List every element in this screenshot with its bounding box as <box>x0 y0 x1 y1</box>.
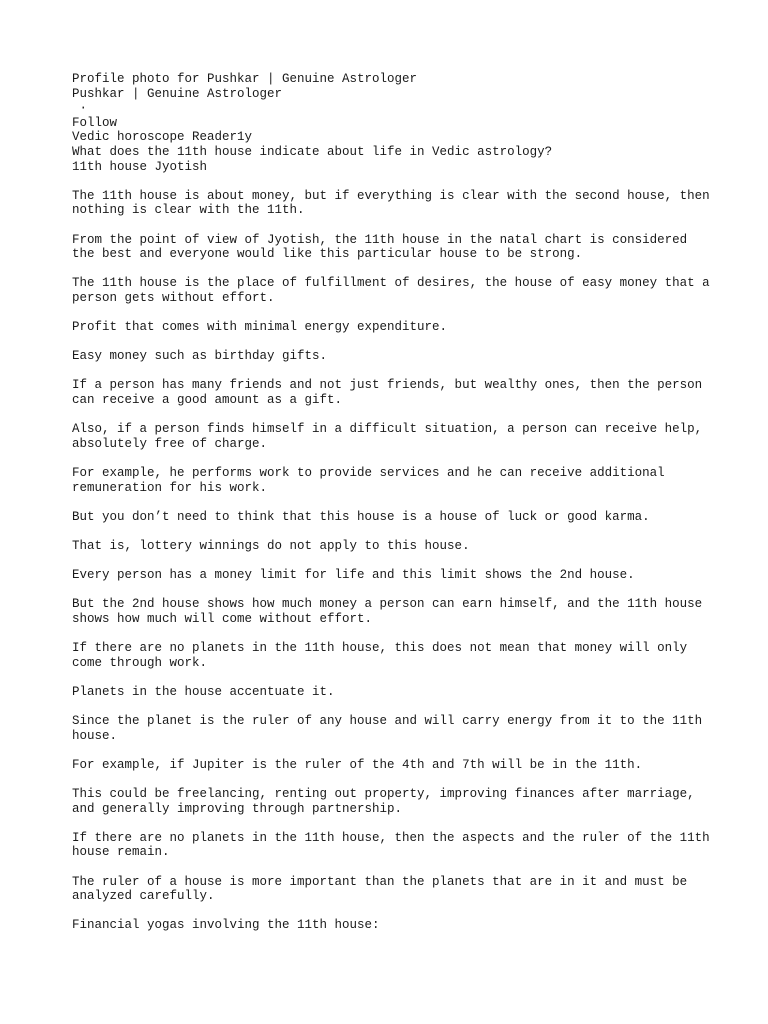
paragraph: Easy money such as birthday gifts. <box>72 349 328 364</box>
document-page <box>72 72 712 948</box>
answer-body <box>72 189 712 933</box>
paragraph: The 11th house is about money, but if everything is clear with the second house, then nothing is clear with the 11th. <box>72 188 710 218</box>
paragraph: But the 2nd house shows how much money a person can earn himself, and the 11th house shows how much will come without effort. <box>72 597 703 626</box>
paragraph: Since the planet is the ruler of any house and will carry energy from it to the 11th house. <box>72 714 703 743</box>
paragraph: If a person has many friends and not just friends, but wealthy ones, then the person can receive a good amount as a gift. <box>72 378 703 408</box>
profile-photo-alt-text[interactable]: Profile photo for Pushkar | Genuine Astrologer <box>72 72 418 86</box>
follow-button[interactable]: Follow <box>72 115 118 130</box>
paragraph: If there are no planets in the 11th house, then the aspects and the ruler of the 11th house remain. <box>72 830 710 860</box>
paragraph: For example, if Jupiter is the ruler of the 4th and 7th will be in the 11th. <box>72 757 643 772</box>
author-name-link[interactable]: Pushkar | Genuine Astrologer <box>72 86 283 101</box>
question-title[interactable]: What does the 11th house indicate about life in Vedic astrology? <box>72 144 553 159</box>
paragraph: Every person has a money limit for life and this limit shows the 2nd house. <box>72 568 635 583</box>
author-meta: Vedic horoscope Reader1y <box>72 130 253 145</box>
paragraph: That is, lottery winnings do not apply to this house. <box>72 539 470 553</box>
paragraph: Planets in the house accentuate it. <box>72 684 335 699</box>
paragraph: Financial yogas involving the 11th house: <box>72 918 380 933</box>
paragraph: The ruler of a house is more important than the planets that are in it and must be analyzed carefully. <box>72 874 688 904</box>
paragraph: If there are no planets in the 11th house, this does not mean that money will only come through work. <box>72 641 688 670</box>
paragraph: Also, if a person finds himself in a difficult situation, a person can receive help, absolutely free of charge. <box>72 422 703 451</box>
topic-tag[interactable]: 11th house Jyotish <box>72 159 208 174</box>
paragraph: From the point of view of Jyotish, the 11th house in the natal chart is considered the best and everyone would like this particular house to be strong. <box>72 232 688 262</box>
separator-dot: · <box>72 101 88 116</box>
paragraph: The 11th house is the place of fulfillment of desires, the house of easy money that a person gets without effort. <box>72 276 710 305</box>
paragraph: This could be freelancing, renting out property, improving finances after marriage, and generally improving through partnership. <box>72 787 695 816</box>
paragraph: For example, he performs work to provide services and he can receive additional remuneration for his work. <box>72 466 665 495</box>
answer-header <box>72 72 712 174</box>
paragraph: Profit that comes with minimal energy expenditure. <box>72 320 448 335</box>
paragraph: But you don’t need to think that this house is a house of luck or good karma. <box>72 509 650 524</box>
